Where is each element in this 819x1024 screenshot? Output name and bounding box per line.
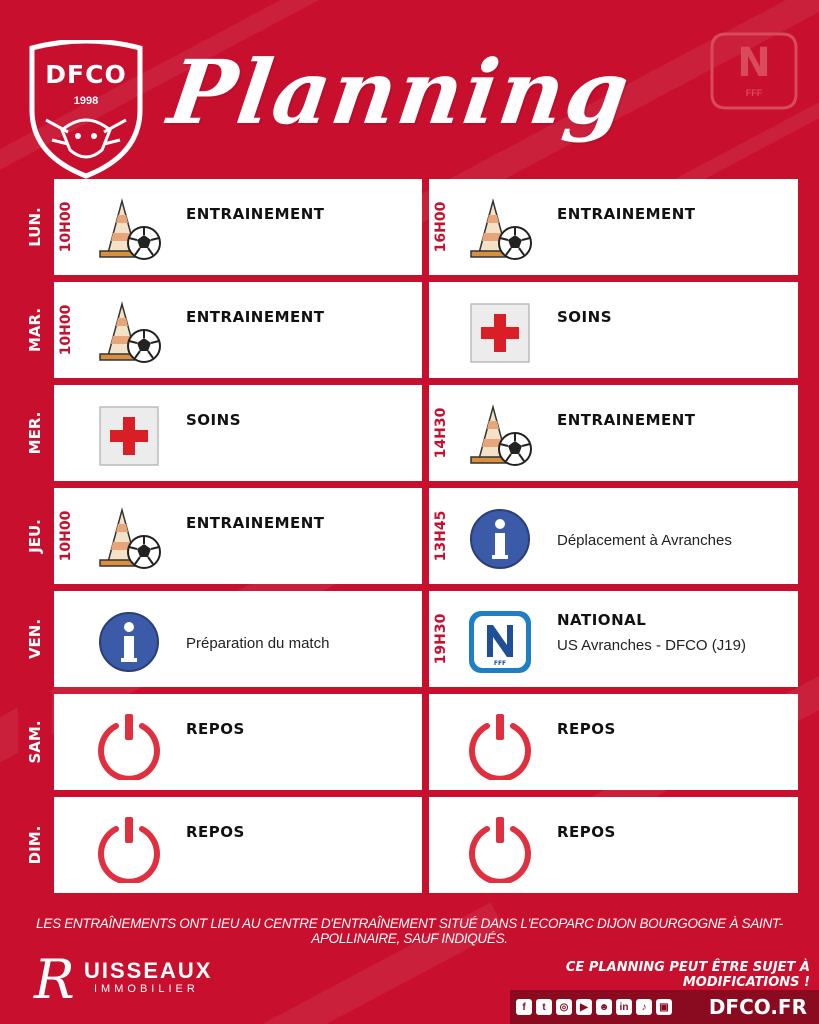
sponsor-initial: R: [34, 948, 75, 1011]
schedule-row: [0, 383, 800, 483]
session-label: ENTRAINEMENT: [186, 205, 325, 223]
session-label: REPOS: [186, 720, 245, 738]
schedule-cell-left: [54, 179, 422, 275]
session-label: REPOS: [557, 823, 616, 841]
session-description: Déplacement à Avranches: [557, 532, 732, 549]
schedule-cell-right: [429, 694, 798, 790]
svg-text:FFF: FFF: [493, 660, 507, 667]
national-badge-icon: [708, 30, 800, 112]
twitter-icon[interactable]: t: [536, 999, 552, 1015]
session-time-text: 14H30: [433, 407, 449, 459]
day-label: [18, 383, 52, 483]
national-league-icon: [465, 607, 535, 677]
session-label: ENTRAINEMENT: [186, 308, 325, 326]
schedule-row: [0, 692, 800, 792]
session-time-text: 10H00: [58, 304, 74, 356]
session-time: [433, 179, 449, 275]
schedule-cell-left: [54, 488, 422, 584]
header: [0, 0, 819, 180]
info-icon: [465, 504, 535, 574]
club-logo-text: DFCO: [45, 60, 127, 89]
power-icon: [94, 813, 164, 883]
session-label: SOINS: [186, 411, 241, 429]
session-label: REPOS: [557, 720, 616, 738]
schedule-cell-right: [429, 591, 798, 687]
social-bar: [510, 990, 819, 1024]
day-label-text: LUN.: [26, 207, 44, 247]
schedule-row: [0, 177, 800, 277]
session-label: ENTRAINEMENT: [557, 205, 696, 223]
day-label-text: MAR.: [26, 307, 44, 353]
day-label-text: JEU.: [26, 519, 44, 553]
schedule-cell-left: [54, 282, 422, 378]
website-link[interactable]: DFCO.FR: [708, 995, 807, 1019]
sponsor-sub: IMMOBILIER: [94, 983, 199, 995]
day-label-text: DIM.: [26, 825, 44, 865]
schedule-cell-right: [429, 385, 798, 481]
training-cone-ball-icon: [465, 195, 535, 265]
schedule-row: [0, 795, 800, 895]
linkedin-icon[interactable]: in: [616, 999, 632, 1015]
day-label: [18, 692, 52, 792]
schedule-cell-left: [54, 797, 422, 893]
training-cone-ball-icon: [465, 401, 535, 471]
schedule-row: [0, 280, 800, 380]
snapchat-icon[interactable]: ☻: [596, 999, 612, 1015]
session-time: [433, 488, 449, 584]
schedule-cell-right: [429, 179, 798, 275]
session-time-text: 10H00: [58, 510, 74, 562]
page-title: Planning: [162, 40, 637, 144]
national-badge-sub: FFF: [745, 88, 763, 98]
sponsor-name: UISSEAUX: [84, 958, 213, 983]
schedule-cell-left: [54, 591, 422, 687]
session-time: [58, 282, 74, 378]
schedule-cell-right: [429, 797, 798, 893]
day-label: [18, 589, 52, 689]
session-time-text: 13H45: [433, 510, 449, 562]
medical-cross-icon: [94, 401, 164, 471]
session-label: SOINS: [557, 308, 612, 326]
session-label: ENTRAINEMENT: [557, 411, 696, 429]
day-label-text: SAM.: [26, 720, 44, 764]
social-icons: [516, 999, 672, 1015]
day-label: [18, 177, 52, 277]
schedule-row: [0, 589, 800, 689]
schedule-cell-left: [54, 385, 422, 481]
training-cone-ball-icon: [94, 298, 164, 368]
session-time-text: 16H00: [433, 201, 449, 253]
power-icon: [465, 710, 535, 780]
training-cone-ball-icon: [94, 195, 164, 265]
day-label-text: VEN.: [26, 618, 44, 660]
schedule-row: [0, 486, 800, 586]
session-time: [433, 591, 449, 687]
schedule-cell-right: [429, 488, 798, 584]
facebook-icon[interactable]: f: [516, 999, 532, 1015]
session-description: US Avranches - DFCO (J19): [557, 637, 746, 654]
session-time: [58, 179, 74, 275]
day-label: [18, 795, 52, 895]
club-logo: [22, 40, 150, 180]
disclaimer: CE PLANNING PEUT ÊTRE SUJET À MODIFICATIONS !: [565, 960, 810, 990]
club-logo-year: 1998: [73, 95, 99, 107]
session-time-text: 10H00: [58, 201, 74, 253]
session-description: Préparation du match: [186, 635, 330, 652]
power-icon: [94, 710, 164, 780]
session-time: [433, 385, 449, 481]
instagram-icon[interactable]: ◎: [556, 999, 572, 1015]
twitch-icon[interactable]: ▣: [656, 999, 672, 1015]
schedule-cell-right: [429, 282, 798, 378]
power-icon: [465, 813, 535, 883]
session-time: [58, 488, 74, 584]
day-label: [18, 486, 52, 586]
session-time-text: 19H30: [433, 613, 449, 665]
schedule-cell-left: [54, 694, 422, 790]
footer-note: LES ENTRAÎNEMENTS ONT LIEU AU CENTRE D'ENTRAÎNEMENT SITUÉ DANS L'ECOPARC DIJON BOURGOGNE À SAINT-APOLLINAIRE, SAUF INDIQUÉS.: [36, 916, 783, 946]
day-label-text: MER.: [26, 411, 44, 455]
session-label: NATIONAL: [557, 611, 647, 629]
youtube-icon[interactable]: ▶: [576, 999, 592, 1015]
session-label: REPOS: [186, 823, 245, 841]
info-icon: [94, 607, 164, 677]
national-badge-letter: N: [737, 40, 771, 86]
sponsor-logo: [34, 950, 254, 1010]
session-label: ENTRAINEMENT: [186, 514, 325, 532]
medical-cross-icon: [465, 298, 535, 368]
tiktok-icon[interactable]: ♪: [636, 999, 652, 1015]
day-label: [18, 280, 52, 380]
training-cone-ball-icon: [94, 504, 164, 574]
